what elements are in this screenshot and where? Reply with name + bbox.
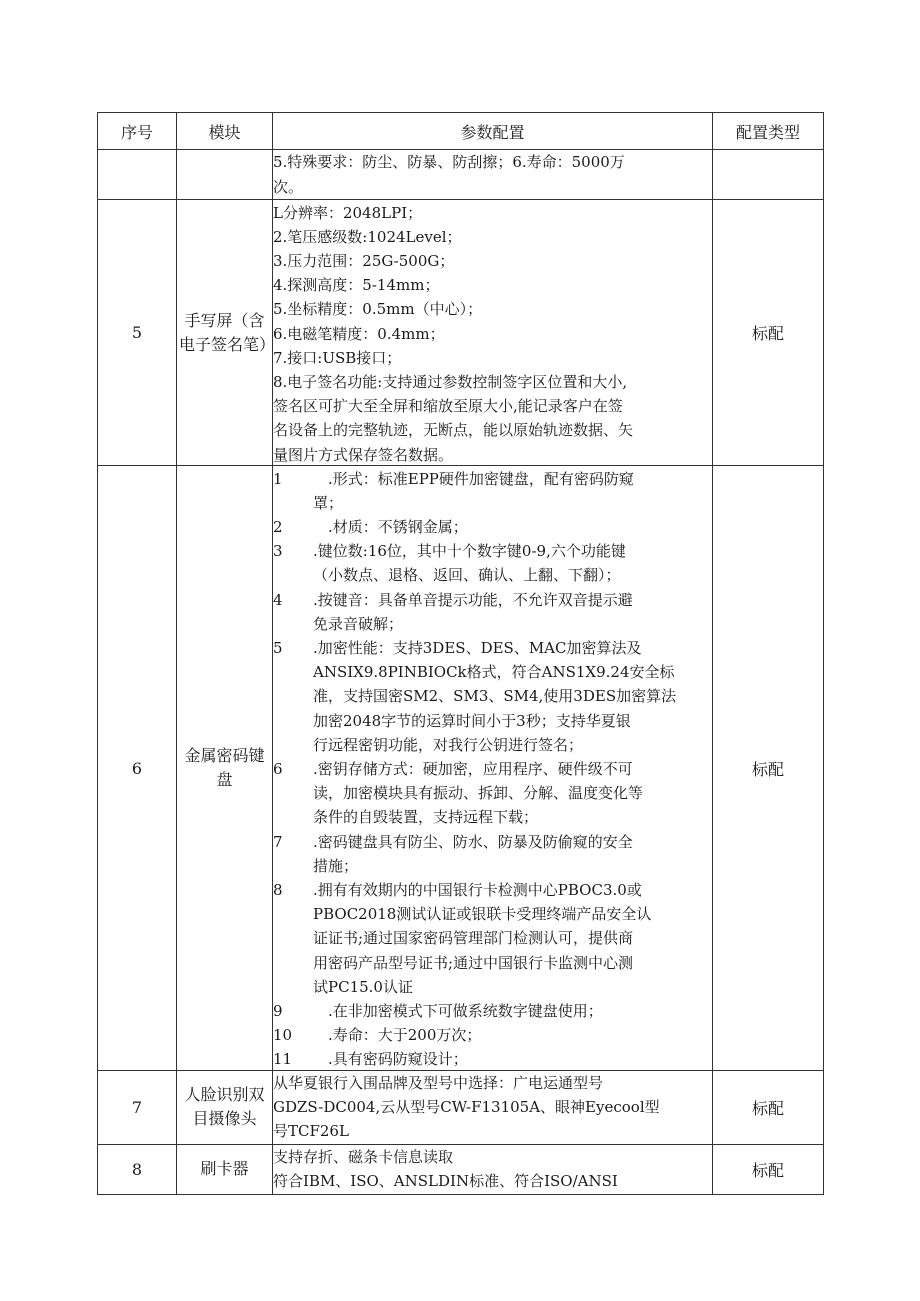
param-line: 签名区可扩大至全屏和缩放至原大小,能记录客户在签 [273, 397, 623, 416]
list-item: 10 .寿命：大于200万次； [273, 1026, 482, 1045]
row-type: 标配 [713, 466, 824, 1071]
param-line: 支持存折、磁条卡信息读取 [273, 1147, 454, 1166]
param-line: 号TCF26L [273, 1122, 349, 1141]
list-item: 9 .在非加密模式下可做系统数字键盘使用； [273, 1001, 603, 1020]
param-line: 3.压力范围：25G-500G； [273, 251, 455, 270]
param-line: 从华夏银行入围品牌及型号中选择：广电运通型号 [273, 1074, 604, 1092]
param-line: L分辨率：2048LPI； [273, 203, 423, 222]
row-params [273, 1071, 713, 1145]
param-line: 名设备上的完整轨迹，无断点，能以原始轨迹数据、矢 [273, 421, 634, 440]
list-item: 8 .拥有有效期内的中国银行卡检测中心PBOC3.0或 PBOC2018测试认证或银联卡受理终端产品安全认 证证书;通过国家密码管理部门检测认可，提供商 用密码产品型号证书;通过中国银行卡监测中心测 试PC15.0认证 [273, 880, 652, 996]
list-item: 4 .按键音：具备单音提示功能，不允许双音提示避 免录音破解； [273, 590, 633, 633]
param-line: 6.电磁笔精度：0.4mm； [273, 324, 445, 343]
param-line: GDZS-DC004,云从型号CW-F13105A、眼神Eyecool型 [273, 1098, 660, 1117]
row-no [98, 150, 177, 200]
list-item: 6 .密钥存储方式：硬加密，应用程序、硬件级不可 读，加密模块具有振动、拆卸、分解、温度变化等 条件的自毁装置，支持远程下载； [273, 759, 644, 827]
param-line: 次。 [273, 177, 304, 196]
row-params [273, 466, 713, 1071]
table-row [98, 200, 824, 466]
param-line: 量图片方式保存签名数据。 [273, 445, 454, 464]
row-module: 手写屏（含电子签名笔） [177, 200, 273, 466]
row-type: 标配 [713, 200, 824, 466]
list-item: 3 .键位数:16位，其中十个数字键0-9,六个功能键 （小数点、退格、返回、确认、上翻、下翻）； [273, 542, 626, 585]
row-type [713, 150, 824, 200]
row-params [273, 150, 713, 200]
param-line: 4.探测高度：5-14mm； [273, 276, 440, 295]
row-type: 标配 [713, 1071, 824, 1145]
list-item: 5 .加密性能：支持3DES、DES、MAC加密算法及 ANSIX9.8PINBIOCk格式，符合ANS1X9.24安全标 准，支持国密SM2、SM3、SM4,使用3DES加密算法 加密2048字节的运算时间小于3秒；支持华夏银 行远程密钥功能，对我行公钥进行签名； [273, 638, 677, 754]
header-params: 参数配置 [273, 113, 713, 150]
row-module [177, 150, 273, 200]
header-no: 序号 [98, 113, 177, 150]
param-line: 符合IBM、ISO、ANSLDIN标准、符合ISO/ANSI [273, 1172, 618, 1191]
table-header-row [98, 113, 824, 150]
row-params [273, 1144, 713, 1194]
row-module: 刷卡器 [177, 1144, 273, 1194]
row-params [273, 200, 713, 466]
param-line: 5.特殊要求：防尘、防暴、防刮擦；6.寿命：5000万 [273, 153, 625, 172]
row-no: 5 [98, 200, 177, 466]
header-type: 配置类型 [713, 113, 824, 150]
param-line: 7.接口:USB接口； [273, 348, 402, 367]
list-item: 7 .密码键盘具有防尘、防水、防暴及防偷窥的安全 措施； [273, 832, 633, 875]
table-row [98, 466, 824, 1071]
row-module: 人脸识别双目摄像头 [177, 1071, 273, 1145]
param-line: 5.坐标精度：0.5mm（中心）； [273, 300, 483, 319]
row-module: 金属密码键盘 [177, 466, 273, 1071]
row-no: 8 [98, 1144, 177, 1194]
spec-table [97, 112, 824, 1195]
header-module: 模块 [177, 113, 273, 150]
table-row [98, 1071, 824, 1145]
row-no: 6 [98, 466, 177, 1071]
row-no: 7 [98, 1071, 177, 1145]
list-item: 2 .材质：不锈钢金属； [273, 517, 468, 536]
list-item: 1 .形式：标准EPP硬件加密键盘，配有密码防窥 罩； [273, 469, 634, 512]
row-type: 标配 [713, 1144, 824, 1194]
param-line: 8.电子签名功能:支持通过参数控制签字区位置和大小, [273, 372, 628, 391]
table-row [98, 150, 824, 200]
table-row [98, 1144, 824, 1194]
list-item: 11 .具有密码防窥设计； [273, 1050, 468, 1069]
param-line: 2.笔压感级数:1024Level； [273, 227, 462, 246]
